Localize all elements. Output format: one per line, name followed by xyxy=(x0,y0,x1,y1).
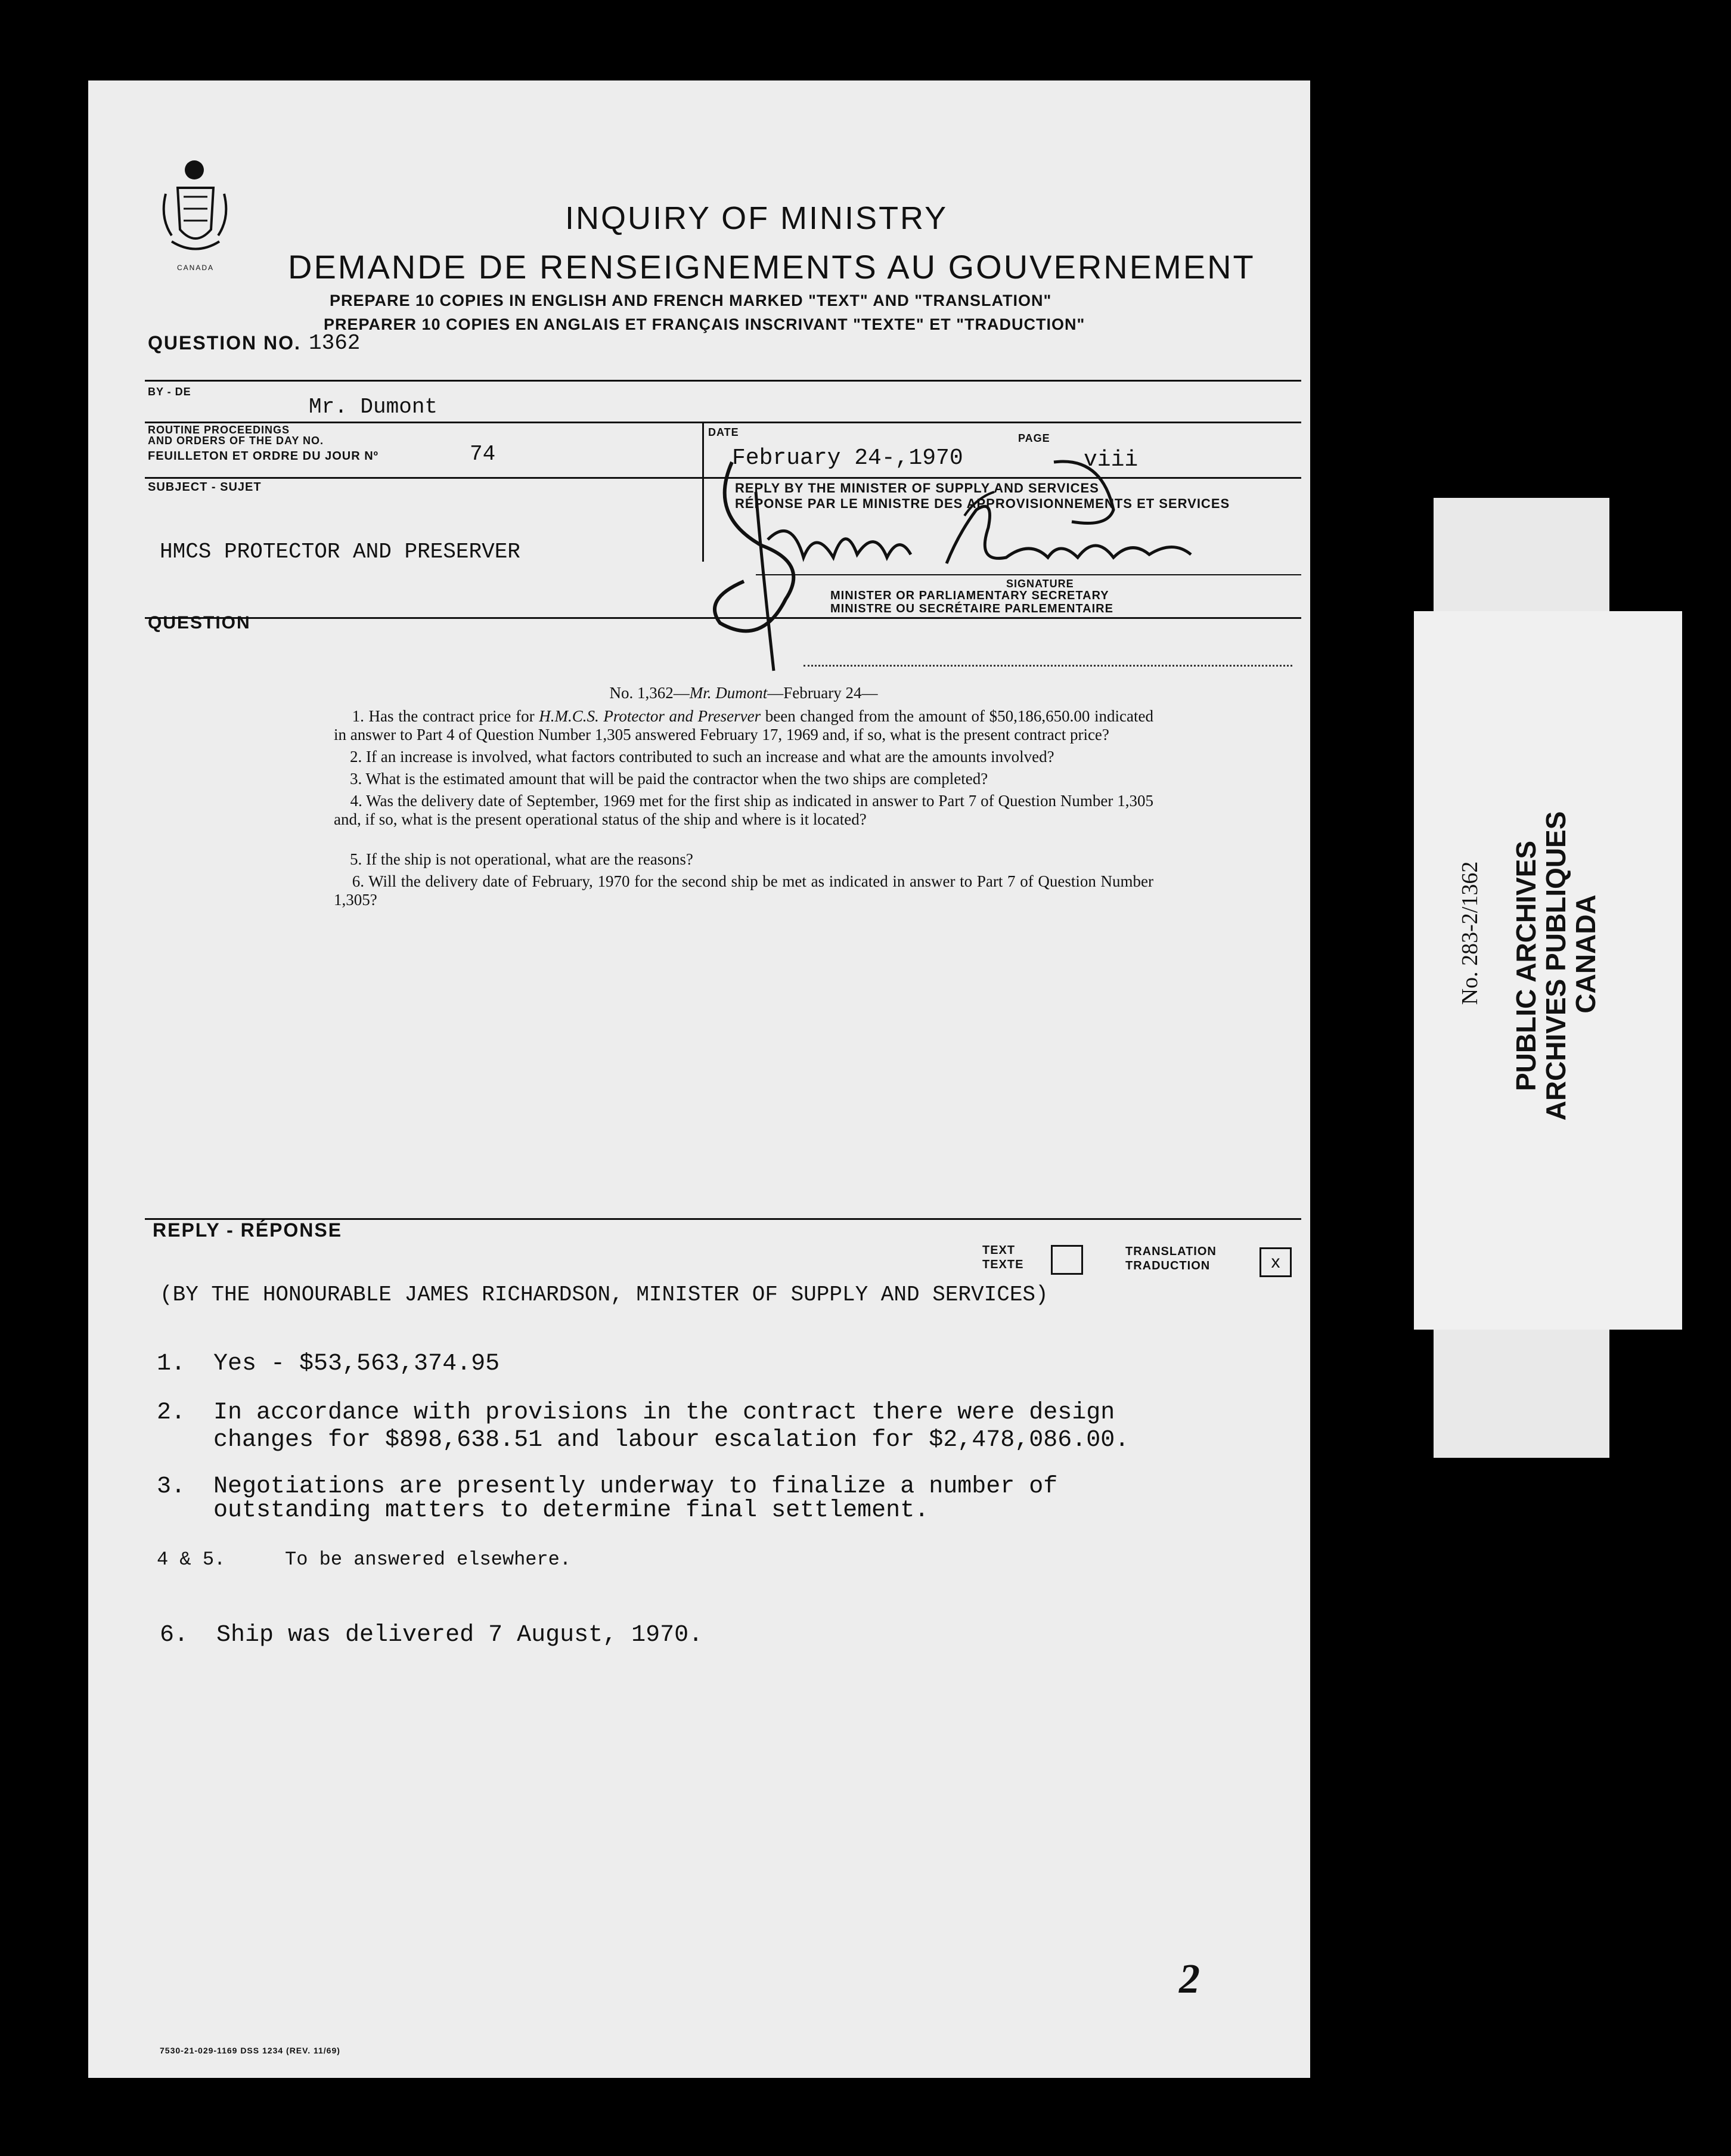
reply-num-2: 2. xyxy=(157,1399,186,1426)
signature-label: SIGNATURE xyxy=(1006,578,1074,590)
question-clipping xyxy=(334,684,1153,913)
question-no-label: QUESTION NO. xyxy=(148,332,301,354)
handwritten-page-number: 2 xyxy=(1179,1956,1200,2002)
question-label: QUESTION xyxy=(148,613,251,633)
translation-label-fr: TRADUCTION xyxy=(1125,1259,1211,1272)
translation-checkbox[interactable] xyxy=(1260,1247,1292,1277)
reply-item-3 xyxy=(157,1473,1058,1524)
reply-text-6: Ship was delivered 7 August, 1970. xyxy=(216,1622,703,1649)
text-label-en: TEXT xyxy=(982,1244,1016,1257)
reply-item-1 xyxy=(157,1350,500,1377)
reply-text-3a: Negotiations are presently underway to finalize a number of xyxy=(213,1473,1058,1500)
reply-text-3b: outstanding matters to determine final settlement. xyxy=(213,1497,929,1524)
canada-coat-of-arms xyxy=(154,152,237,271)
translation-check-mark: x xyxy=(1271,1252,1280,1272)
question-item-5: 5. If the ship is not operational, what are the reasons? xyxy=(350,850,693,868)
archive-reference: No. 283-2/1362 xyxy=(1457,861,1482,1005)
translation-label-en: TRANSLATION xyxy=(1125,1245,1217,1258)
instructions-fr: PREPARER 10 COPIES EN ANGLAIS ET FRANÇAIS INSCRIVANT "TEXTE" ET "TRADUCTION" xyxy=(324,315,1085,333)
form-title-fr: DEMANDE DE RENSEIGNEMENTS AU GOUVERNEMENT xyxy=(288,248,1255,286)
minister-fr: MINISTRE OU SECRÉTAIRE PARLEMENTAIRE xyxy=(830,602,1113,615)
archive-line-3: CANADA xyxy=(1570,894,1601,1014)
reply-num-1: 1. xyxy=(157,1350,186,1377)
reply-item-4-5 xyxy=(157,1548,572,1570)
routine-value: 74 xyxy=(470,442,496,466)
date-value: February 24-,1970 xyxy=(732,445,963,471)
reply-text-1: Yes - $53,563,374.95 xyxy=(213,1350,500,1377)
page-value: viii xyxy=(1084,447,1139,473)
question-heading: No. 1,362—Mr. Dumont—February 24— xyxy=(609,684,878,702)
reply-num-3: 3. xyxy=(157,1473,186,1500)
text-label-fr: TEXTE xyxy=(982,1258,1024,1271)
form-code: 7530-21-029-1169 DSS 1234 (REV. 11/69) xyxy=(160,2046,340,2055)
reply-num-6: 6. xyxy=(160,1622,189,1649)
archive-line-1: PUBLIC ARCHIVES xyxy=(1510,841,1541,1091)
subject-label: SUBJECT - SUJET xyxy=(148,481,262,494)
reply-text-2b: changes for $898,638.51 and labour escalation for $2,478,086.00. xyxy=(213,1427,1130,1454)
question-no-value: 1362 xyxy=(309,331,361,355)
subject-value: HMCS PROTECTOR AND PRESERVER xyxy=(160,540,520,564)
date-label: DATE xyxy=(708,426,739,438)
reply-by-en: REPLY BY THE MINISTER OF SUPPLY AND SERVICES xyxy=(735,481,1099,495)
minister-en: MINISTER OR PARLIAMENTARY SECRETARY xyxy=(830,589,1109,602)
question-item-6: 6. Will the delivery date of February, 1970 for the second ship be met as indicated in answer to Part 7 of Question Number 1,305? xyxy=(334,872,1153,909)
document-page xyxy=(88,80,1310,2078)
instructions-en: PREPARE 10 COPIES IN ENGLISH AND FRENCH MARKED "TEXT" AND "TRANSLATION" xyxy=(330,292,1052,309)
reply-by-line: (BY THE HONOURABLE JAMES RICHARDSON, MINISTER OF SUPPLY AND SERVICES) xyxy=(160,1283,1048,1307)
reply-item-6 xyxy=(160,1622,703,1649)
page-label: PAGE xyxy=(1018,432,1050,444)
question-item-2: 2. If an increase is involved, what factors contributed to such an increase and what are the amounts involved? xyxy=(350,748,1054,766)
question-item-4: 4. Was the delivery date of September, 1969 met for the first ship as indicated in answer to Part 7 of Question Number 1,305 and, if so, what is the present operational status of the ship and where is it located? xyxy=(334,792,1154,828)
reply-num-4-5: 4 & 5. xyxy=(157,1548,226,1570)
reply-item-2 xyxy=(157,1399,1130,1454)
archive-line-2: ARCHIVES PUBLIQUES xyxy=(1540,811,1571,1121)
question-item-3: 3. What is the estimated amount that will be paid the contractor when the two ships are completed? xyxy=(350,770,988,788)
reply-label: REPLY - RÉPONSE xyxy=(153,1219,343,1241)
text-checkbox[interactable] xyxy=(1051,1245,1083,1275)
question-item-1: 1. Has the contract price for H.M.C.S. Protector and Preserver been changed from the amount of $50,186,650.00 indicated in answer to Part 4 of Question Number 1,305 answered February 17, 1969 and, if so, what is the present contract price? xyxy=(334,707,1153,744)
reply-text-2a: In accordance with provisions in the contract there were design xyxy=(213,1399,1115,1426)
routine-label-2: AND ORDERS OF THE DAY NO. xyxy=(148,435,324,447)
emblem-caption: CANADA xyxy=(176,264,214,272)
by-label: BY - DE xyxy=(148,386,191,398)
reply-text-4-5: To be answered elsewhere. xyxy=(285,1548,572,1570)
dotted-separator xyxy=(804,665,1292,667)
routine-label-3: FEUILLETON ET ORDRE DU JOUR Nº xyxy=(148,450,379,463)
form-title-en: INQUIRY OF MINISTRY xyxy=(565,200,948,236)
by-value: Mr. Dumont xyxy=(309,395,438,419)
reply-by-fr: RÉPONSE PAR LE MINISTRE DES APPROVISIONNEMENTS ET SERVICES xyxy=(735,496,1230,511)
routine-label-1: ROUTINE PROCEEDINGS xyxy=(148,424,290,436)
